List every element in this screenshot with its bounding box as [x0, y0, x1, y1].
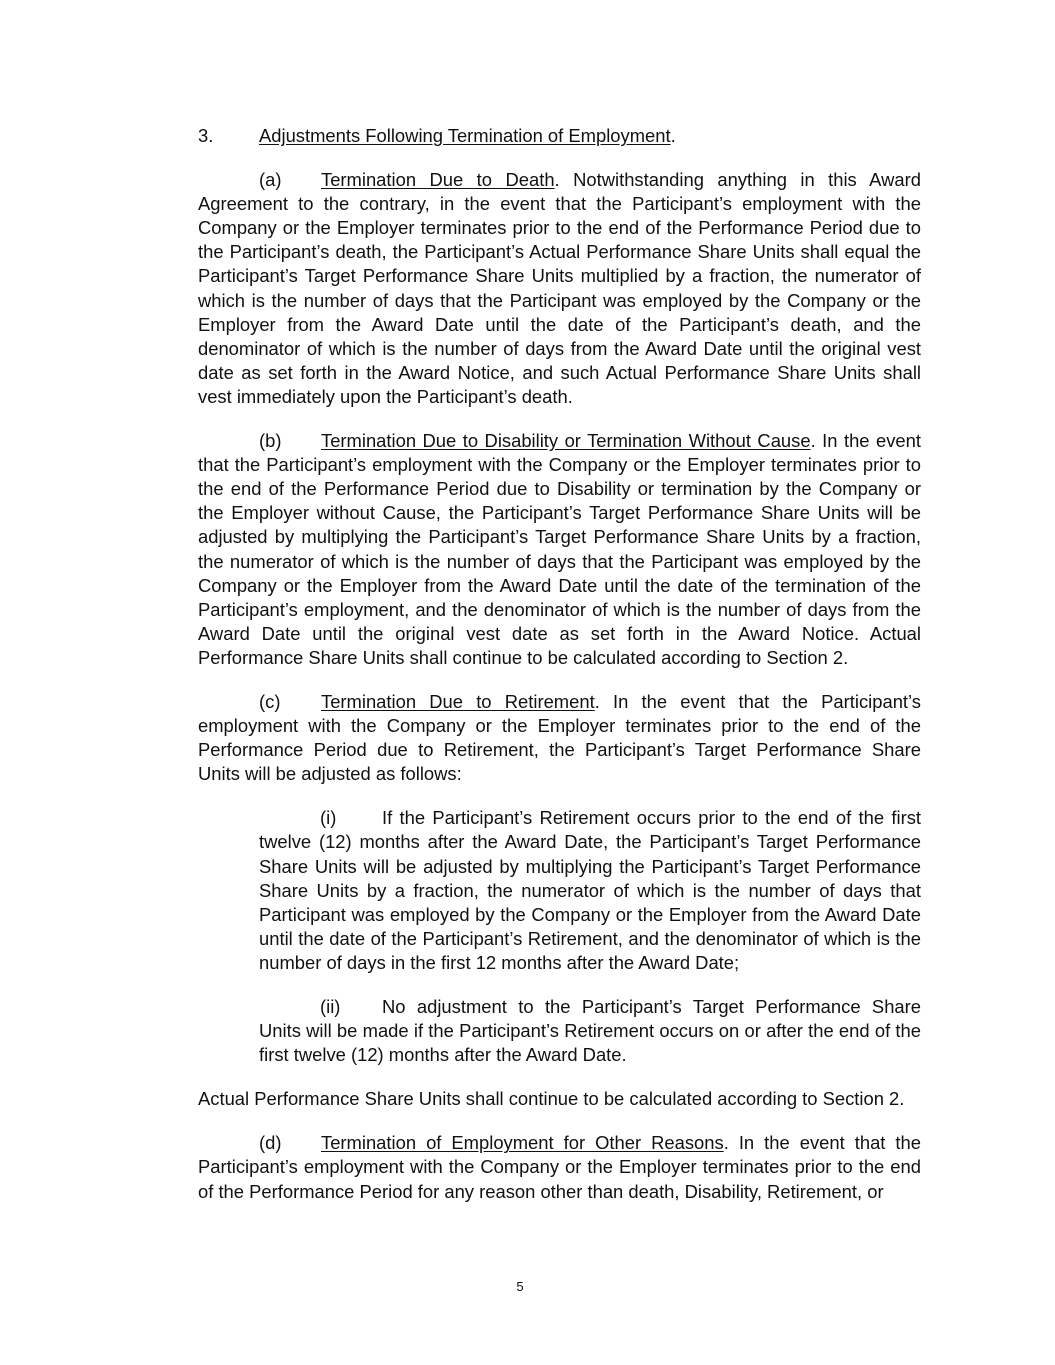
- subitem-text-ii: No adjustment to the Participant’s Target Performance Share Units will be made if the Participant’s Retirement occurs on or after the end of the first twelve (12) months after the Award Date.: [259, 996, 921, 1066]
- subitem-text-i: If the Participant’s Retirement occurs prior to the end of the first twelve (12) months after the Award Date, the Participant’s Target Performance Share Units will be adjusted by multiplying the Participant’s Target Performance Share Units by a fraction, the numerator of which is the number of days that Participant was employed by the Company or the Employer from the Award Date until the date of the Participant’s Retirement, and the denominator of which is the number of days in the first 12 months after the Award Date;: [259, 807, 921, 973]
- item-label-a: (a): [259, 169, 282, 191]
- subitem-ii: [259, 995, 921, 1067]
- paragraph-a: [198, 168, 921, 409]
- item-label-b: (b): [259, 430, 282, 452]
- item-label-c: (c): [259, 690, 281, 712]
- subitem-label-i: (i): [320, 807, 337, 829]
- subitem-i: [259, 806, 921, 975]
- page-number: 5: [516, 1279, 524, 1294]
- item-text-d: . In the event that the Participant’s employment with the Company or the Employer terminates prior to the end of the Performance Period for any reason other than death, Disability, Retirement, or: [198, 1132, 921, 1202]
- item-text-c: . In the event that the Participant’s employment with the Company or the Employer terminates prior to the end of the Performance Period due to Retirement, the Participant’s Target Performance Share Units will be adjusted as follows:: [198, 690, 921, 785]
- subitem-label-ii: (ii): [320, 996, 341, 1017]
- subitems-c: [259, 806, 921, 1067]
- paragraph-d: [198, 1131, 921, 1203]
- item-text-a: . Notwithstanding anything in this Award Agreement to the contrary, in the event that the Participant’s employment with the Company or the Employer terminates prior to the end of the Performance Period due to the Participant’s death, the Participant’s Actual Performance Share Units shall equal the Participant’s Target Performance Share Units multiplied by a fraction, the numerator of which is the number of days that the Participant was employed by the Company or the Employer from the Award Date until the date of the Participant’s death, and the denominator of which is the number of days from the Award Date until the original vest date as set forth in the Award Notice, and such Actual Performance Share Units shall vest immediately upon the Participant’s death.: [198, 169, 921, 407]
- item-heading-d: Termination of Employment for Other Reasons: [321, 1132, 724, 1154]
- section-title: Adjustments Following Termination of Employment: [259, 125, 671, 146]
- paragraph-b: [198, 429, 921, 670]
- item-text-b: . In the event that the Participant’s employment with the Company or the Employer terminates prior to the end of the Performance Period due to Disability or termination by the Company or the Employer without Cause, the Participant’s Target Performance Share Units will be adjusted by multiplying the Participant’s Target Performance Share Units by a fraction, the numerator of which is the number of days that the Participant was employed by the Company or the Employer from the Award Date until the date of the termination of the Participant’s employment, and the denominator of which is the number of days from the Award Date until the original vest date as set forth in the Award Notice. Actual Performance Share Units shall continue to be calculated according to Section 2.: [198, 430, 921, 668]
- item-heading-b: Termination Due to Disability or Termination Without Cause: [321, 430, 811, 452]
- section-3-heading: [198, 124, 921, 148]
- item-heading-c: Termination Due to Retirement: [321, 690, 595, 712]
- item-heading-a: Termination Due to Death: [321, 169, 555, 191]
- section-title-end: .: [670, 125, 676, 146]
- document-page: [198, 124, 921, 1204]
- item-label-d: (d): [259, 1132, 282, 1154]
- section-number: 3.: [198, 125, 214, 146]
- paragraph-c: [198, 690, 921, 786]
- paragraph-c-closing: Actual Performance Share Units shall continue to be calculated according to Section 2.: [198, 1088, 905, 1110]
